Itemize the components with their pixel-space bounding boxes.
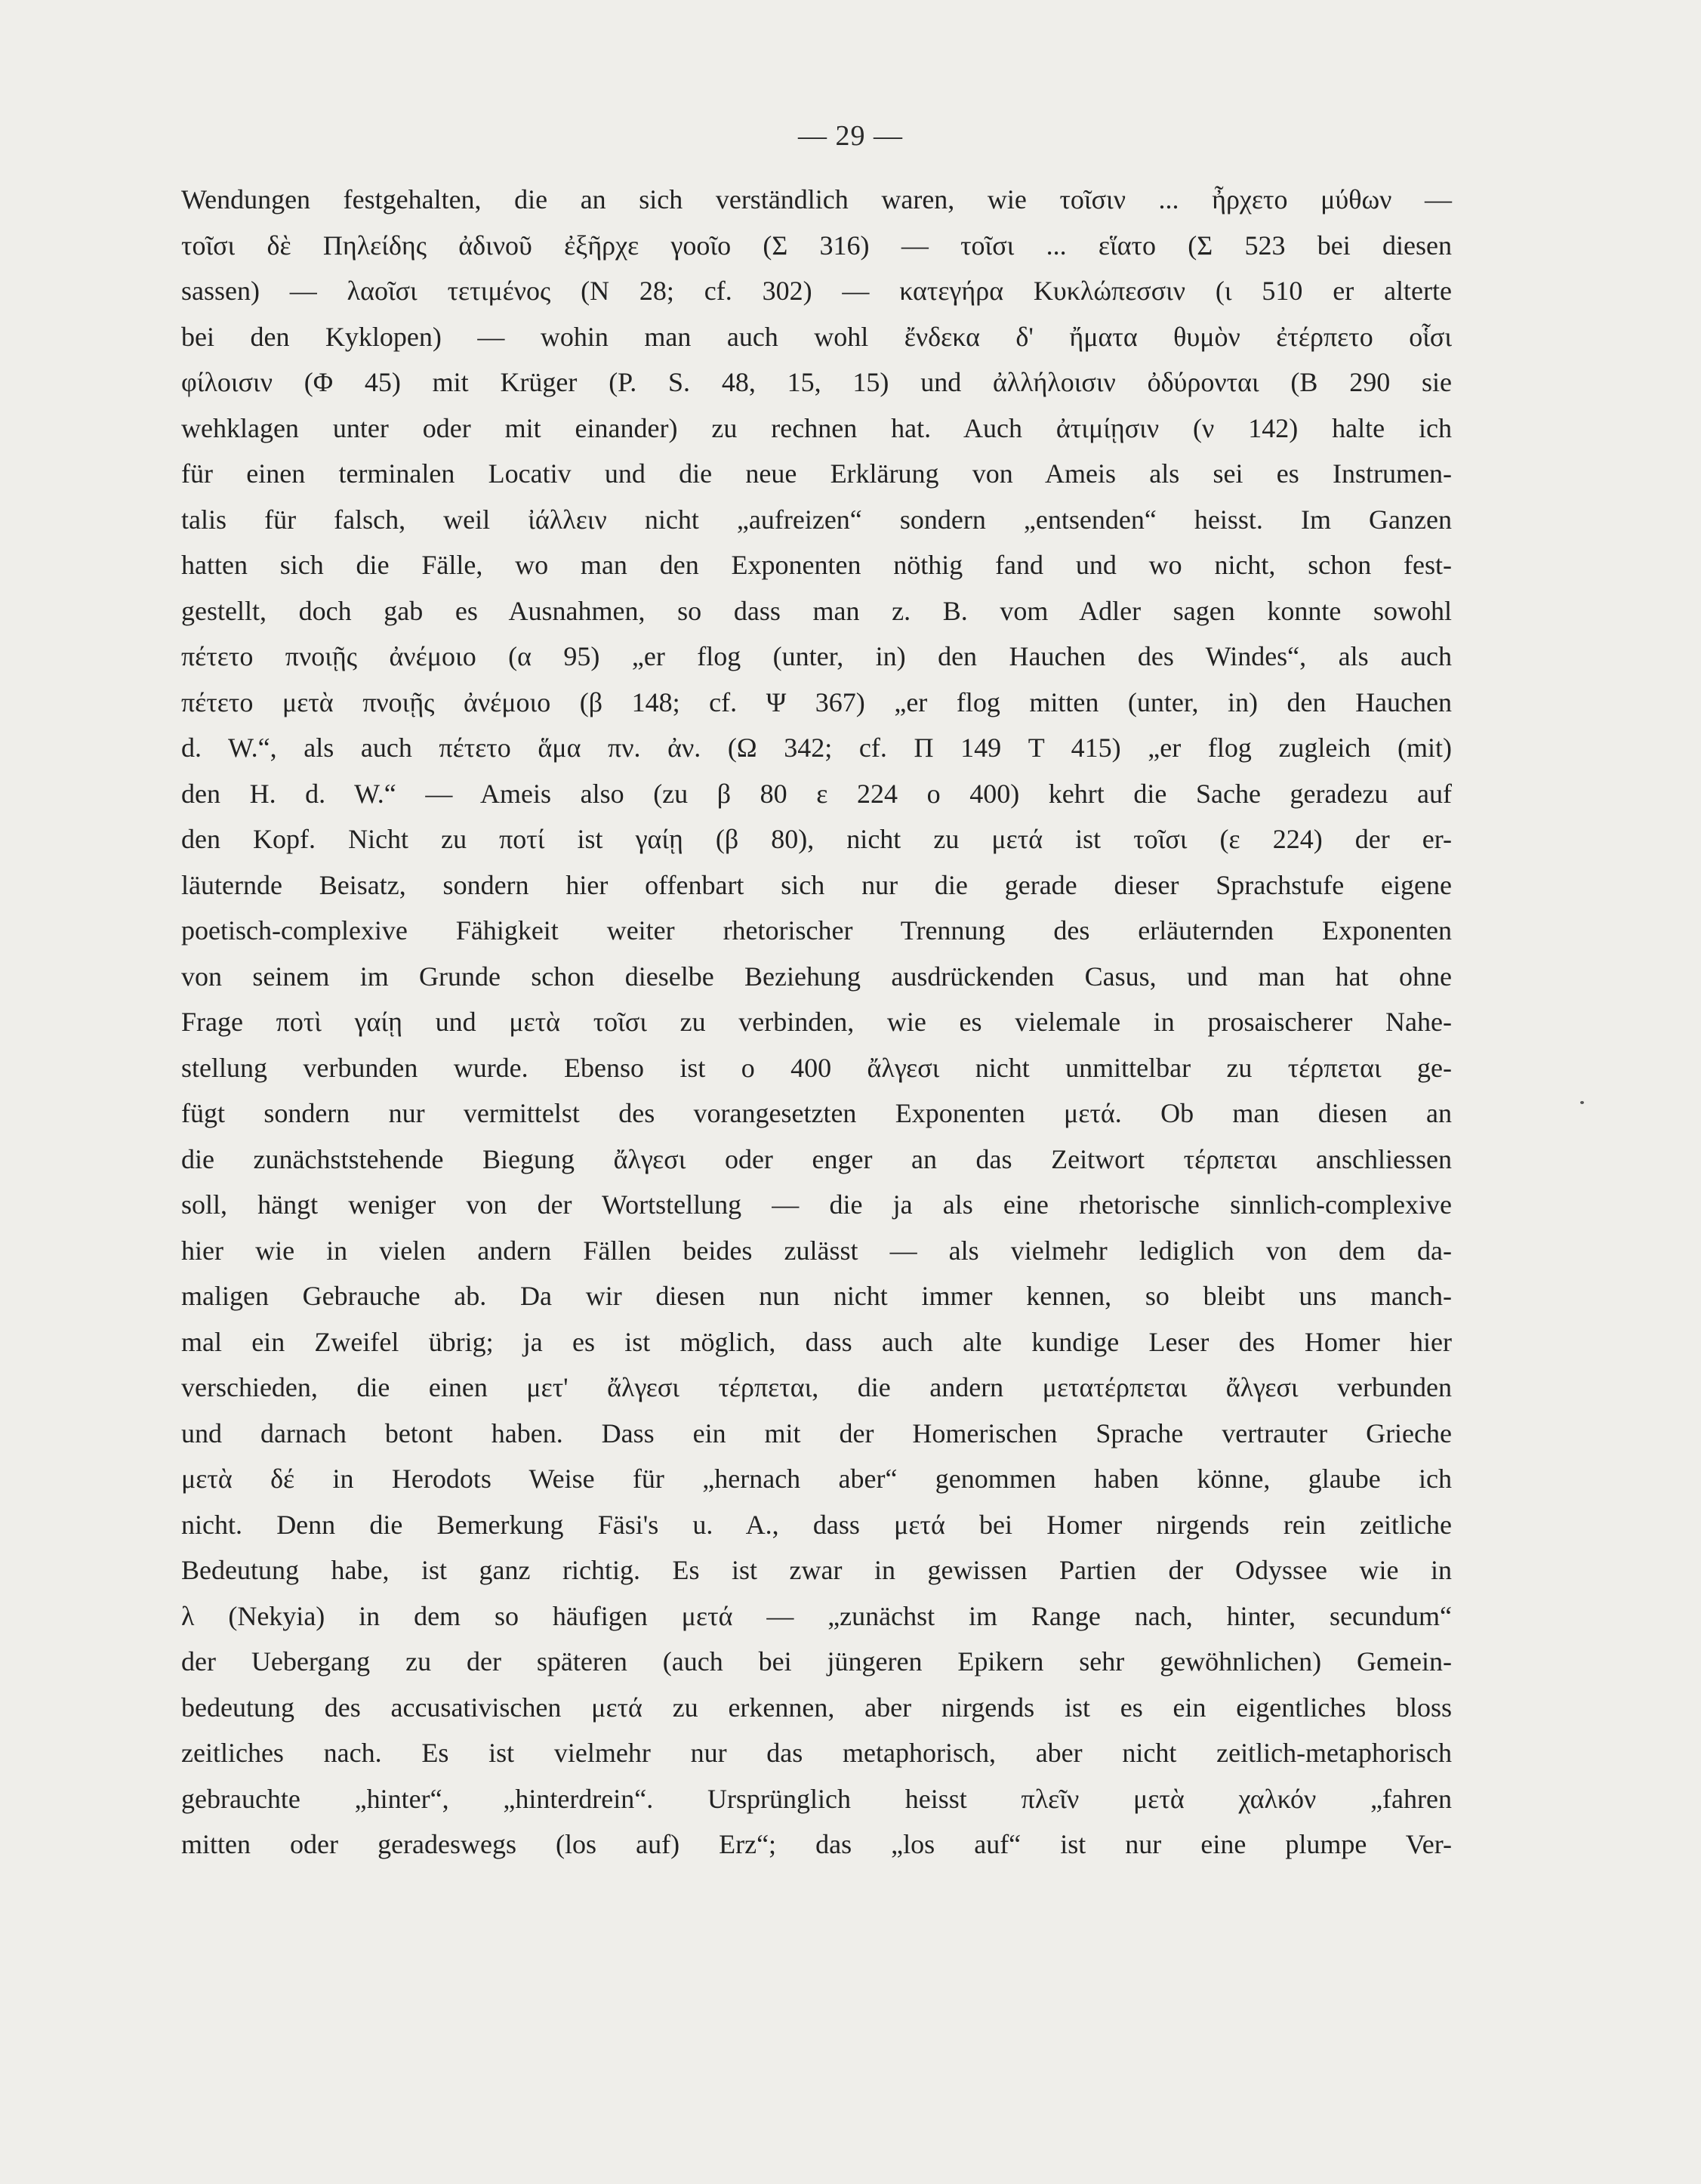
text-line: mal ein Zweifel übrig; ja es ist möglich, dass auch alte kundige Leser des Homer hier — [181, 1326, 1452, 1357]
text-line: πέτετο μετὰ πνοιῇς ἀνέμοιο (β 148; cf. Ψ 367) „er flog mitten (unter, in) den Hauchen — [181, 686, 1452, 717]
text-line: die zunächststehende Biegung ἄλγεσι oder enger an das Zeitwort τέρπεται anschliessen — [181, 1143, 1453, 1174]
text-line: für einen terminalen Locativ und die neue Erklärung von Ameis als sei es Instrumen- — [181, 458, 1452, 489]
text-line: Frage ποτὶ γαίῃ und μετὰ τοῖσι zu verbinden, wie es vielemale in prosaischerer Nahe- — [181, 1007, 1452, 1037]
text-line: hier wie in vielen andern Fällen beides zulässt — als vielmehr lediglich von dem da- — [181, 1235, 1452, 1266]
text-line: zeitliches nach. Es ist vielmehr nur das metaphorisch, aber nicht zeitlich-metaphorisch — [181, 1738, 1452, 1768]
text-line: hatten sich die Fälle, wo man den Exponenten nöthig fand und wo nicht, schon fest- — [181, 550, 1452, 580]
text-line: φίλοισιν (Φ 45) mit Krüger (P. S. 48, 15, 15) und ἀλλήλοισιν ὀδύρονται (B 290 sie — [181, 367, 1452, 397]
text-line: Wendungen festgehalten, die an sich verständlich waren, wie τοῖσιν ... ἦρχετο μύθων — — [181, 184, 1452, 214]
text-line: von seinem im Grunde schon dieselbe Beziehung ausdrückenden Casus, und man hat ohne — [181, 961, 1452, 992]
text-line: der Uebergang zu der späteren (auch bei jüngeren Epikern sehr gewöhnlichen) Gemein- — [181, 1646, 1452, 1677]
text-line: gestellt, doch gab es Ausnahmen, so dass man z. B. vom Adler sagen konnte sowohl — [181, 595, 1452, 626]
text-line: d. W.“, als auch πέτετο ἅμα πν. ἀν. (Ω 342; cf. Π 149 T 415) „er flog zugleich (mit) — [181, 733, 1452, 763]
body-text — [181, 177, 1452, 1868]
text-line: wehklagen unter oder mit einander) zu rechnen hat. Auch ἀτιμίῃσιν (ν 142) halte ich — [181, 412, 1452, 443]
text-line: soll, hängt weniger von der Wortstellung — die ja als eine rhetorische sinnlich-complexive — [181, 1189, 1452, 1220]
text-line: bei den Kyklopen) — wohin man auch wohl ἔνδεκα δ' ἤματα θυμὸν ἐτέρπετο οἷσι — [181, 321, 1452, 352]
text-line: stellung verbunden wurde. Ebenso ist ο 400 ἄλγεσι nicht unmittelbar zu τέρπεται ge- — [181, 1052, 1452, 1083]
text-line: τοῖσι δὲ Πηλείδης ἀδινοῦ ἐξῆρχε γοοῖο (Σ 316) — τοῖσι ... εἵατο (Σ 523 bei diesen — [181, 230, 1452, 261]
text-line: mitten oder geradeswegs (los auf) Erz“; das „los auf“ ist nur eine plumpe Ver- — [181, 1829, 1452, 1859]
text-line: den Kopf. Nicht zu ποτί ist γαίῃ (β 80), nicht zu μετά ist τοῖσι (ε 224) der er- — [181, 824, 1452, 854]
text-line: λ (Nekyia) in dem so häufigen μετά — „zunächst im Range nach, hinter, secundum“ — [181, 1600, 1452, 1631]
page-number: — 29 — — [798, 120, 903, 152]
text-line: poetisch-complexive Fähigkeit weiter rhetorischer Trennung des erläuternden Exponenten — [181, 915, 1452, 945]
text-line: bedeutung des accusativischen μετά zu erkennen, aber nirgends ist es ein eigentliches bloss — [181, 1692, 1452, 1723]
text-line: gebrauchte „hinter“, „hinterdrein“. Ursprünglich heisst πλεῖν μετὰ χαλκόν „fahren — [181, 1783, 1452, 1814]
ink-speck — [1580, 1101, 1584, 1104]
text-line: μετὰ δέ in Herodots Weise für „hernach aber“ genommen haben könne, glaube ich — [181, 1464, 1452, 1494]
text-line: läuternde Beisatz, sondern hier offenbart sich nur die gerade dieser Sprachstufe eigene — [181, 869, 1452, 900]
text-line: sassen) — λαοῖσι τετιμένος (N 28; cf. 302) — κατεγήρα Κυκλώπεσσιν (ι 510 er alterte — [181, 276, 1452, 306]
text-line: πέτετο πνοιῇς ἀνέμοιο (α 95) „er flog (unter, in) den Hauchen des Windes“, als auch — [181, 641, 1452, 671]
text-line: Bedeutung habe, ist ganz richtig. Es ist zwar in gewissen Partien der Odyssee wie in — [181, 1555, 1452, 1585]
text-line: und darnach betont haben. Dass ein mit der Homerischen Sprache vertrauter Grieche — [181, 1417, 1452, 1448]
text-line: nicht. Denn die Bemerkung Fäsi's u. A., dass μετά bei Homer nirgends rein zeitliche — [181, 1509, 1452, 1540]
text-line: verschieden, die einen μετ' ἄλγεσι τέρπεται, die andern μετατέρπεται ἄλγεσι verbunden — [181, 1372, 1452, 1402]
text-line: maligen Gebrauche ab. Da wir diesen nun nicht immer kennen, so bleibt uns manch- — [181, 1281, 1452, 1311]
text-line: talis für falsch, weil ἰάλλειν nicht „aufreizen“ sondern „entsenden“ heisst. Im Ganzen — [181, 504, 1452, 535]
text-line: den H. d. W.“ — Ameis also (zu β 80 ε 224 ο 400) kehrt die Sache geradezu auf — [181, 778, 1452, 809]
text-line: fügt sondern nur vermittelst des vorangesetzten Exponenten μετά. Ob man diesen an — [181, 1098, 1452, 1128]
